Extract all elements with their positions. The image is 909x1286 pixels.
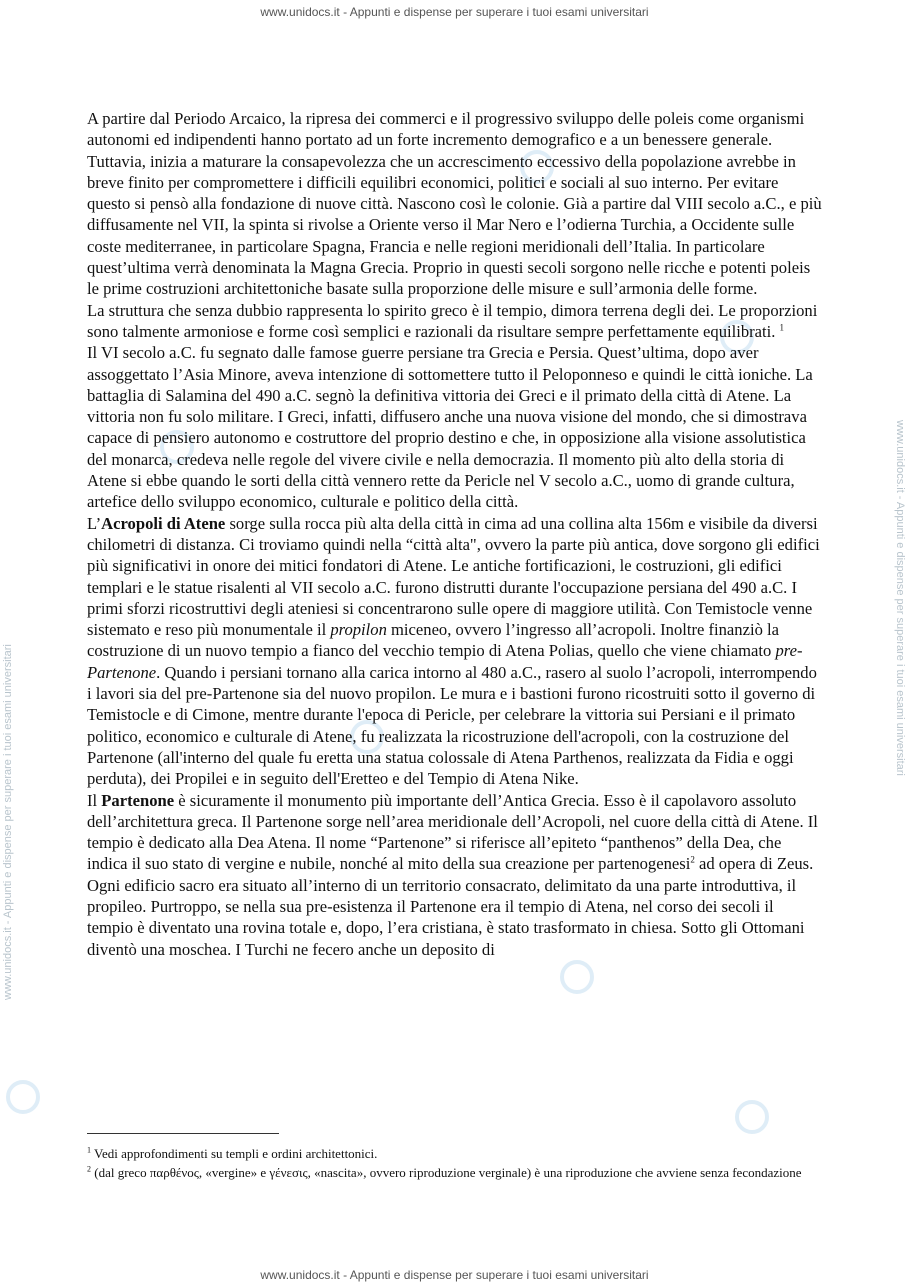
text-run: miceneo, ovvero l’ingresso all’acropoli. Inoltre finanziò la costruzione di un nuovo tempio a fianco del vecchio tempio di Atena Polias, quello che viene chiamato	[87, 620, 779, 661]
watermark-logo-icon	[6, 1080, 40, 1114]
footnote-text: Vedi approfondimenti su templi e ordini architettonici.	[91, 1146, 378, 1161]
header-watermark: www.unidocs.it - Appunti e dispense per superare i tuoi esami universitari	[260, 5, 649, 19]
footnote-1	[87, 1144, 823, 1163]
paragraph-colonies: A partire dal Periodo Arcaico, la ripresa dei commerci e il progressivo sviluppo delle poleis come organismi autonomi ed indipendenti hanno portato ad un forte incremento demografico e a un benessere generale. Tuttavia, inizia a maturare la consapevolezza che un accrescimento eccessivo della popolazione avrebbe in breve finito per compromettere i difficili equilibri economici, politici e sociali al suo interno. Per evitare questo si pensò alla fondazione di nuove città. Nascono così le colonie. Già a partire dal VIII secolo a.C., e più diffusamente nel VII, la spinta si rivolse a Oriente verso il Mar Nero e l’odierna Turchia, a Occidente sulle coste mediterranee, in particolare Spagna, Francia e nelle regioni meridionali dell’Italia. In particolare quest’ultima verrà denominata la Magna Grecia. Proprio in questi secoli sorgono nelle ricche e potenti poleis le prime costruzioni architettoniche basate sulla proporzione delle misure e sull’armonia delle forme.	[87, 109, 822, 299]
text-run: L’	[87, 513, 102, 533]
text-run: . Quando i persiani tornano alla carica intorno al 480 a.C., rasero al suolo l’acropoli, interrompendo i lavori sia del pre-Partenone sia del nuovo propilon. Le mura e i bastioni furono ricostruiti sotto il governo di Temistocle e di Cimone, mentre durante l'epoca di Pericle, per celebrare la vittoria sui Persiani e il primato politico, economico e culturale di Atene, fu realizzata la ricostruzione dell'acropoli, con la costruzione del Partenone (all'interno del quale fu eretta una statua colossale di Atena Parthenos, realizzata da Fidia e oggi perduta), dei Propilei e in seguito dell'Eretteo e del Tempio di Atena Nike.	[87, 662, 817, 789]
text-run: è sicuramente il monumento più importante dell’Antica Grecia. Esso è il capolavoro assoluto dell’architettura greca. Il Partenone sorge nell’area meridionale dell’Acropoli, nel cuore della città di Atene. Il tempio è dedicato alla Dea Atena. Il nome “Partenone” si riferisce all’epiteto “panthenos” della Dea, che indica il suo stato di vergine e nubile, nonché al mito della sua creazione per partenogenesi	[87, 790, 818, 874]
text-run: sorge sulla rocca più alta della città in cima ad una collina alta 156m e visibile da diversi chilometri di distanza. Ci troviamo quindi nella “città alta", ovvero la parte più antica, dove sorgono gli edifici più significativi in onore dei mitici fondatori di Atene. Le antiche fortificazioni, le costruzioni, gli edifici templari e le statue risalenti al VII secolo a.C. furono distrutti durante l'occupazione persiana del 490 a.C. I primi sforzi ricostruttivi degli ateniesi si concentrarono sulle opere di maggiore utilità. Con Temistocle venne sistemato e reso più monumentale il	[87, 513, 820, 640]
paragraph-parthenon	[87, 790, 823, 960]
paragraph-temple-text: La struttura che senza dubbio rappresenta lo spirito greco è il tempio, dimora terrena degli dei. Le proporzioni sono talmente armoniose e forme così semplici e razionali da risultare sempre perfettamente equilibrati.	[87, 300, 818, 341]
footnotes	[87, 1144, 823, 1182]
watermark-logo-icon	[560, 960, 594, 994]
paragraph-persian-wars: Il VI secolo a.C. fu segnato dalle famose guerre persiane tra Grecia e Persia. Quest’ultima, dopo aver assoggettato l’Asia Minore, aveva intenzione di sottomettere tutto il Peloponneso e quindi le città ioniche. La battaglia di Salamina del 490 a.C. segnò la definitiva vittoria dei Greci e il primato della città di Atene. La vittoria non fu solo militare. I Greci, infatti, diffusero anche una nuova visione del mondo, che si dimostrava capace di pensiero autonomo e costruttore del proprio destino e che, in opposizione alla visione assolutistica del monarca, credeva nelle regole del vivere civile e nella democrazia. Il momento più alto della storia di Atene si ebbe quando le sorti della città vennero rette da Pericle nel V secolo a.C., uomo di grande cultura, artefice dello sviluppo economico, culturale e politico della città.	[87, 343, 813, 512]
footnote-mark: 2	[87, 1164, 91, 1174]
text-run: Il	[87, 790, 102, 810]
side-watermark-left: www.unidocs.it - Appunti e dispense per superare i tuoi esami universitari	[2, 644, 14, 1000]
footnote-2	[87, 1163, 823, 1182]
text-run: ad opera di Zeus. Ogni edificio sacro era situato all’interno di un territorio consacrato, delimitato da una parte introduttiva, il propileo. Purtroppo, se nella sua pre-esistenza il Partenone era il tempio di Atena, nel corso dei secoli il tempio è diventato una rovina totale e, dopo, l’era cristiana, è stato trasformato in chiesa. Sotto gli Ottomani diventò una moschea. I Turchi ne fecero anche un deposito di	[87, 854, 814, 959]
side-watermark-right: www.unidocs.it - Appunti e dispense per superare i tuoi esami universitari	[894, 420, 906, 776]
paragraph-temple	[87, 300, 823, 343]
paragraph-acropolis	[87, 513, 823, 790]
footnote-divider	[87, 1133, 279, 1134]
watermark-logo-icon	[735, 1100, 769, 1134]
parthenon-heading-term: Partenone	[101, 790, 175, 810]
propilon-term: propilon	[330, 620, 387, 640]
footnote-ref-1: 1	[779, 322, 785, 333]
pre-partenone-term: pre-Partenone	[87, 641, 803, 682]
footer-watermark: www.unidocs.it - Appunti e dispense per superare i tuoi esami universitari	[260, 1268, 649, 1282]
acropolis-heading-term: Acropoli di Atene	[101, 513, 226, 533]
document-body	[87, 108, 823, 960]
footnote-ref-2: 2	[690, 854, 695, 865]
footnote-mark: 1	[87, 1145, 91, 1155]
footnote-text: (dal greco παρθένος, «vergine» e γένεσις, «nascita», ovvero riproduzione verginale) è una riproduzione che avviene senza fecondazione	[91, 1165, 802, 1180]
